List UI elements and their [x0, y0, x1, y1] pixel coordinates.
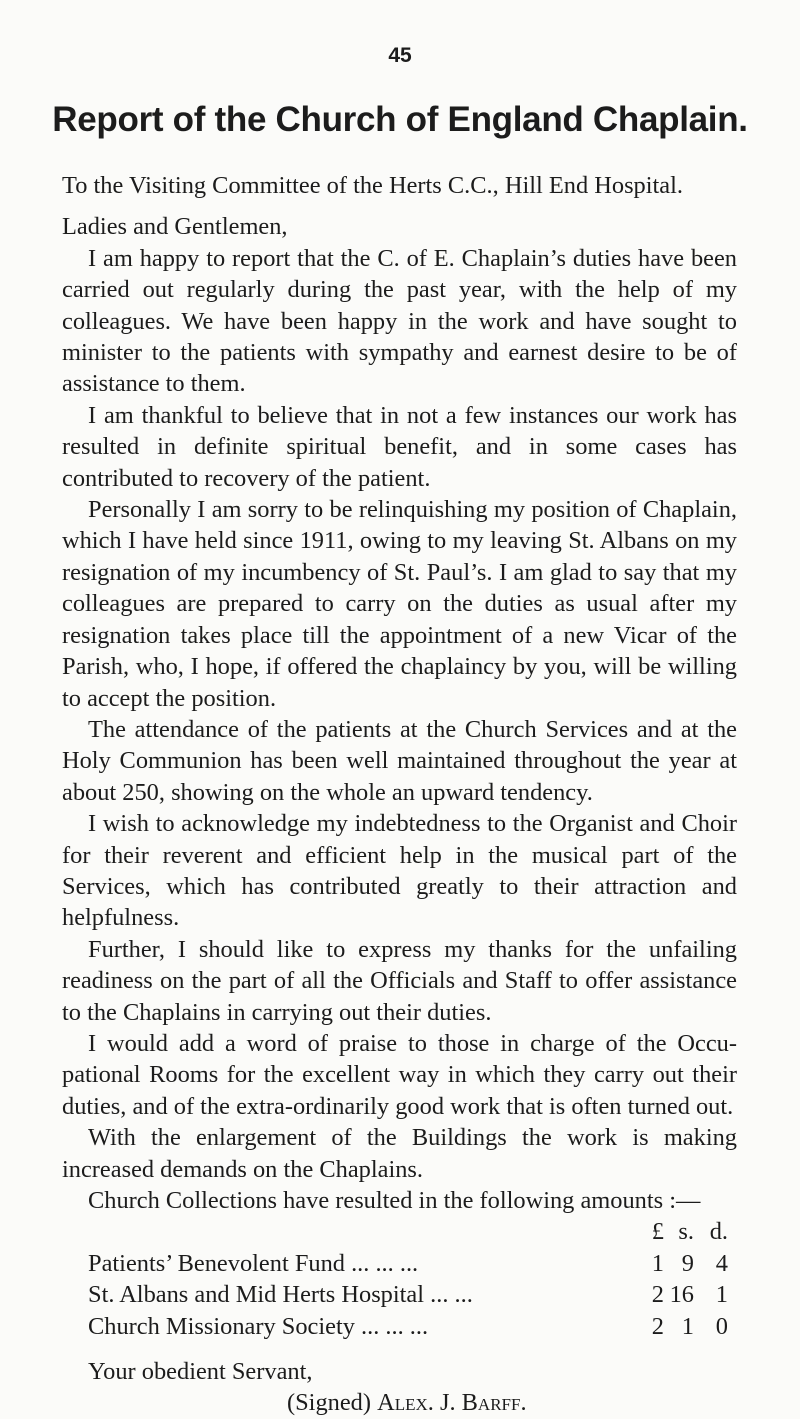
- collection-pounds: 1: [651, 1249, 664, 1277]
- signature-prefix: (Signed): [287, 1389, 371, 1417]
- paragraph: I am happy to report that the C. of E. Chaplain’s duties have been carried out regularly during the past year, with the help of my colleagues. We have been happy in the work and have sought to minister to the patients with sympathy and earnest desire to be of assistance to them.: [62, 244, 737, 398]
- collection-shillings: 16: [669, 1281, 694, 1309]
- paragraph: I would add a word of praise to those in charge of the Occu-pational Rooms for the excellent way in which they carry out their duties, and of the extra-ordinarily good work that is often turned out.: [62, 1029, 737, 1120]
- collections-header-row: [88, 1216, 728, 1247]
- pence-header: d.: [709, 1218, 728, 1246]
- collection-label: Church Missionary Society ... ... ...: [88, 1312, 429, 1340]
- collection-row: [88, 1279, 728, 1310]
- shillings-header: s.: [678, 1218, 694, 1246]
- collection-shillings: 9: [681, 1249, 694, 1277]
- collection-label: St. Albans and Mid Herts Hospital ... ...: [88, 1281, 473, 1309]
- collection-pence: 1: [715, 1281, 728, 1309]
- addressee-line: To the Visiting Committee of the Herts C.C., Hill End Hospital.: [62, 172, 684, 199]
- page-number: 45: [388, 44, 412, 67]
- paragraph: With the enlargement of the Buildings the work is making increased demands on the Chaplains.: [62, 1124, 737, 1183]
- pounds-header: £: [651, 1218, 664, 1246]
- collection-pence: 0: [715, 1312, 728, 1340]
- paragraph: I wish to acknowledge my indebtedness to the Organist and Choir for their reverent and efficient help in the musical part of the Services, which has contributed greatly to their attraction and helpfulness.: [62, 810, 737, 932]
- collection-shillings: 1: [681, 1312, 694, 1340]
- paragraph: Further, I should like to express my thanks for the unfailing readiness on the part of all the Officials and Staff to offer assistance to the Chaplains in carrying out their duties.: [62, 935, 737, 1026]
- report-title: Report of the Church of England Chaplain.: [52, 100, 748, 139]
- paragraph: Church Collections have resulted in the following amounts :—: [88, 1187, 701, 1214]
- signature-line: [62, 1387, 737, 1418]
- paragraph: The attendance of the patients at the Church Services and at the Holy Communion has been well maintained throughout the year at about 250, showing on the whole an upward tendency.: [62, 715, 737, 806]
- collections-table: [88, 1216, 728, 1342]
- paragraph: Personally I am sorry to be relinquishing my position of Chaplain, which I have held since 1911, owing to my leaving St. Albans on my resignation of my incumbency of St. Paul’s. I am glad to say that my colleagues are prepared to carry on the duties as usual after my resignation takes place till the appointment of a new Vicar of the Parish, who, I hope, if offered the chaplaincy by you, will be willing to accept the position.: [62, 496, 737, 712]
- collection-pence: 4: [715, 1249, 728, 1277]
- collection-row: [88, 1311, 728, 1342]
- collection-row: [88, 1248, 728, 1279]
- closing-block: [62, 1356, 737, 1419]
- collection-pounds: 2: [651, 1281, 664, 1309]
- signature-name: Alex. J. Barff.: [377, 1389, 527, 1417]
- collection-label: Patients’ Benevolent Fund ... ... ...: [88, 1249, 419, 1277]
- report-body: [62, 170, 737, 1419]
- collection-pounds: 2: [651, 1312, 664, 1340]
- closing-line: Your obedient Servant,: [88, 1357, 313, 1385]
- salutation-line: Ladies and Gentlemen,: [62, 213, 288, 241]
- paragraph: I am thankful to believe that in not a few instances our work has resulted in definite spiritual benefit, and in some cases has contributed to recovery of the patient.: [62, 401, 737, 492]
